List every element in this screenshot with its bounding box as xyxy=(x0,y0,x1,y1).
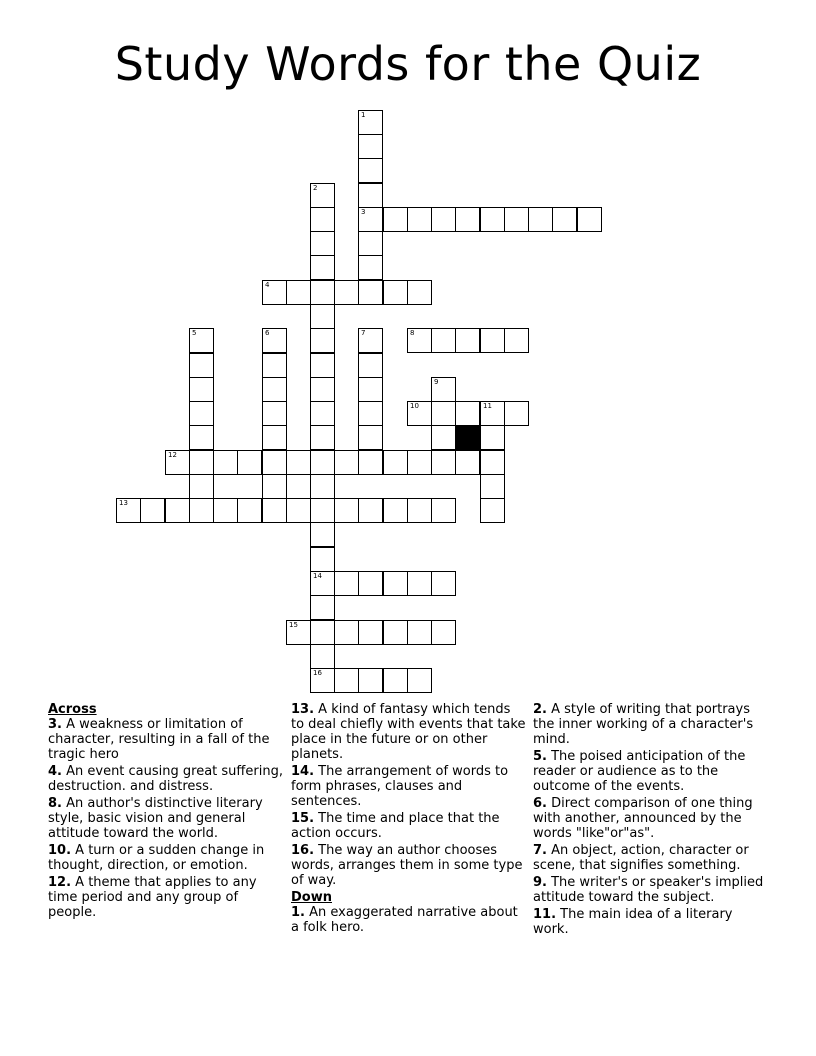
grid-cell[interactable] xyxy=(358,255,383,280)
clue-item xyxy=(533,843,769,873)
grid-cell[interactable] xyxy=(262,450,287,475)
grid-cell[interactable] xyxy=(310,304,335,329)
grid-cell[interactable] xyxy=(455,450,480,475)
clue-number-label: 13 xyxy=(119,499,128,507)
grid-cell[interactable] xyxy=(262,280,287,305)
grid-cell[interactable] xyxy=(431,328,456,353)
clue-number-label: 3 xyxy=(361,208,366,216)
grid-cell[interactable] xyxy=(358,328,383,353)
clue-text: A style of writing that portrays the inner working of a character's mind. xyxy=(533,702,754,747)
grid-cell[interactable] xyxy=(213,450,238,475)
grid-cell[interactable] xyxy=(262,474,287,499)
clue-number-label: 7 xyxy=(361,329,366,337)
grid-cell[interactable] xyxy=(310,522,335,547)
grid-cell[interactable] xyxy=(407,571,432,596)
grid-cell[interactable] xyxy=(310,353,335,378)
clue-item xyxy=(48,796,284,841)
clue-text: The time and place that the action occurs. xyxy=(291,811,500,841)
grid-cell[interactable] xyxy=(383,450,408,475)
clue-number: 11. xyxy=(533,907,557,922)
clue-text: An author's distinctive literary style, basic vision and general attitude toward the world. xyxy=(48,796,263,841)
clue-item xyxy=(291,764,527,809)
clue-text: The main idea of a literary work. xyxy=(533,907,733,937)
grid-cell[interactable] xyxy=(310,498,335,523)
grid-cell[interactable] xyxy=(358,401,383,426)
grid-cell[interactable] xyxy=(262,498,287,523)
puzzle-title: Study Words for the Quiz xyxy=(114,37,702,91)
grid-cell[interactable] xyxy=(577,207,602,232)
grid-cell[interactable] xyxy=(431,401,456,426)
grid-cell[interactable] xyxy=(358,377,383,402)
clue-number-label: 12 xyxy=(168,451,177,459)
clue-number: 2. xyxy=(533,702,547,717)
grid-cell[interactable] xyxy=(189,498,214,523)
grid-cell[interactable] xyxy=(165,498,190,523)
grid-cell[interactable] xyxy=(407,620,432,645)
grid-cell[interactable] xyxy=(116,498,141,523)
grid-cell[interactable] xyxy=(431,425,456,450)
clue-number: 13. xyxy=(291,702,315,717)
clue-column-3 xyxy=(533,702,769,939)
grid-cell[interactable] xyxy=(262,401,287,426)
clue-text: An exaggerated narrative about a folk hero. xyxy=(291,905,518,935)
clue-number-label: 14 xyxy=(313,572,322,580)
clue-number-label: 6 xyxy=(265,329,270,337)
clue-number: 6. xyxy=(533,796,547,811)
grid-cell[interactable] xyxy=(286,450,311,475)
grid-cell[interactable] xyxy=(480,498,505,523)
grid-cell[interactable] xyxy=(189,425,214,450)
grid-cell[interactable] xyxy=(431,207,456,232)
grid-cell[interactable] xyxy=(237,450,262,475)
grid-cell[interactable] xyxy=(552,207,577,232)
grid-cell[interactable] xyxy=(334,498,359,523)
grid-cell[interactable] xyxy=(383,620,408,645)
grid-cell[interactable] xyxy=(358,450,383,475)
grid-cell[interactable] xyxy=(504,207,529,232)
grid-cell[interactable] xyxy=(310,425,335,450)
grid-cell[interactable] xyxy=(358,620,383,645)
grid-cell[interactable] xyxy=(431,498,456,523)
down-heading: Down xyxy=(291,890,332,905)
grid-cell[interactable] xyxy=(358,571,383,596)
clue-text: A weakness or limitation of character, resulting in a fall of the tragic hero xyxy=(48,717,270,762)
clue-text: An event causing great suffering, destruction. and distress. xyxy=(48,764,283,794)
grid-cell[interactable] xyxy=(431,571,456,596)
grid-cell[interactable] xyxy=(286,498,311,523)
clue-item xyxy=(533,796,769,841)
clue-item xyxy=(48,843,284,873)
grid-cell[interactable] xyxy=(358,207,383,232)
grid-cell[interactable] xyxy=(310,328,335,353)
grid-cell[interactable] xyxy=(480,328,505,353)
clue-number: 9. xyxy=(533,875,547,890)
grid-cell[interactable] xyxy=(407,280,432,305)
clue-number-label: 4 xyxy=(265,281,270,289)
grid-cell[interactable] xyxy=(310,571,335,596)
grid-cell[interactable] xyxy=(358,668,383,693)
grid-cell[interactable] xyxy=(383,207,408,232)
grid-cell[interactable] xyxy=(189,401,214,426)
grid-cell[interactable] xyxy=(383,498,408,523)
clue-number-label: 10 xyxy=(410,402,419,410)
grid-cell[interactable] xyxy=(334,668,359,693)
grid-cell[interactable] xyxy=(262,353,287,378)
clue-item xyxy=(291,702,527,762)
grid-cell[interactable] xyxy=(237,498,262,523)
grid-cell[interactable] xyxy=(310,547,335,572)
grid-cell[interactable] xyxy=(310,644,335,669)
clue-text: A kind of fantasy which tends to deal chiefly with events that take place in the future or on other planets. xyxy=(291,702,526,762)
clue-item xyxy=(533,907,769,937)
grid-cell[interactable] xyxy=(262,328,287,353)
grid-cell[interactable] xyxy=(480,207,505,232)
grid-cell[interactable] xyxy=(383,280,408,305)
clue-text: A theme that applies to any time period and any group of people. xyxy=(48,875,257,920)
clue-text: The poised anticipation of the reader or audience as to the outcome of the events. xyxy=(533,749,746,794)
grid-cell[interactable] xyxy=(286,620,311,645)
clue-text: A turn or a sudden change in thought, direction, or emotion. xyxy=(48,843,265,873)
grid-cell[interactable] xyxy=(334,571,359,596)
grid-cell[interactable] xyxy=(480,425,505,450)
clue-item xyxy=(533,749,769,794)
clue-item xyxy=(291,905,527,935)
grid-cell[interactable] xyxy=(358,353,383,378)
grid-cell[interactable] xyxy=(310,255,335,280)
grid-cell[interactable] xyxy=(189,474,214,499)
grid-cell[interactable] xyxy=(213,498,238,523)
grid-cell[interactable] xyxy=(480,474,505,499)
grid-cell[interactable] xyxy=(334,450,359,475)
grid-cell[interactable] xyxy=(189,353,214,378)
clue-number-label: 8 xyxy=(410,329,415,337)
grid-cell[interactable] xyxy=(262,425,287,450)
clue-item xyxy=(533,875,769,905)
clue-number-label: 15 xyxy=(289,621,298,629)
clue-column-1 xyxy=(48,702,284,922)
grid-cell[interactable] xyxy=(358,425,383,450)
clue-number: 5. xyxy=(533,749,547,764)
grid-cell[interactable] xyxy=(358,280,383,305)
clue-text: The writer's or speaker's implied attitude toward the subject. xyxy=(533,875,764,905)
clue-number-label: 1 xyxy=(361,111,366,119)
grid-cell[interactable] xyxy=(480,401,505,426)
black-cell xyxy=(455,425,480,450)
grid-cell[interactable] xyxy=(310,280,335,305)
clue-number: 4. xyxy=(48,764,62,779)
clue-text: An object, action, character or scene, that signifies something. xyxy=(533,843,749,873)
grid-cell[interactable] xyxy=(407,668,432,693)
grid-cell[interactable] xyxy=(310,183,335,208)
across-heading: Across xyxy=(48,702,97,717)
grid-cell[interactable] xyxy=(407,207,432,232)
clue-number: 16. xyxy=(291,843,315,858)
grid-cell[interactable] xyxy=(431,377,456,402)
clue-number-label: 11 xyxy=(483,402,492,410)
grid-cell[interactable] xyxy=(455,401,480,426)
clue-number: 10. xyxy=(48,843,72,858)
grid-cell[interactable] xyxy=(504,401,529,426)
clue-text: Direct comparison of one thing with another, announced by the words "like"or"as". xyxy=(533,796,753,841)
grid-cell[interactable] xyxy=(189,328,214,353)
grid-cell[interactable] xyxy=(431,450,456,475)
grid-cell[interactable] xyxy=(528,207,553,232)
grid-cell[interactable] xyxy=(431,620,456,645)
clue-item xyxy=(291,811,527,841)
clue-number: 15. xyxy=(291,811,315,826)
grid-cell[interactable] xyxy=(358,110,383,135)
clue-item xyxy=(48,717,284,762)
clue-item xyxy=(533,702,769,747)
grid-cell[interactable] xyxy=(358,231,383,256)
grid-cell[interactable] xyxy=(358,183,383,208)
grid-cell[interactable] xyxy=(310,207,335,232)
grid-cell[interactable] xyxy=(334,620,359,645)
grid-cell[interactable] xyxy=(140,498,165,523)
grid-cell[interactable] xyxy=(310,620,335,645)
grid-cell[interactable] xyxy=(334,280,359,305)
grid-cell[interactable] xyxy=(407,498,432,523)
grid-cell[interactable] xyxy=(310,231,335,256)
grid-cell[interactable] xyxy=(189,377,214,402)
grid-cell[interactable] xyxy=(310,595,335,620)
clue-number: 8. xyxy=(48,796,62,811)
grid-cell[interactable] xyxy=(358,134,383,159)
grid-cell[interactable] xyxy=(310,377,335,402)
clue-text: The arrangement of words to form phrases, clauses and sentences. xyxy=(291,764,509,809)
clue-number-label: 9 xyxy=(434,378,439,386)
clue-column-2 xyxy=(291,702,527,937)
grid-cell[interactable] xyxy=(407,450,432,475)
clue-item xyxy=(48,875,284,920)
grid-cell[interactable] xyxy=(504,328,529,353)
clue-number-label: 2 xyxy=(313,184,318,192)
clue-number: 3. xyxy=(48,717,62,732)
grid-cell[interactable] xyxy=(383,668,408,693)
grid-cell[interactable] xyxy=(165,450,190,475)
clue-number-label: 5 xyxy=(192,329,197,337)
grid-cell[interactable] xyxy=(358,498,383,523)
clue-text: The way an author chooses words, arranges them in some type of way. xyxy=(291,843,523,888)
grid-cell[interactable] xyxy=(310,401,335,426)
clue-number-label: 16 xyxy=(313,669,322,677)
grid-cell[interactable] xyxy=(383,571,408,596)
clue-number: 1. xyxy=(291,905,305,920)
grid-cell[interactable] xyxy=(480,450,505,475)
grid-cell[interactable] xyxy=(455,328,480,353)
grid-cell[interactable] xyxy=(189,450,214,475)
grid-cell[interactable] xyxy=(262,377,287,402)
grid-cell[interactable] xyxy=(407,328,432,353)
clue-number: 7. xyxy=(533,843,547,858)
clue-number: 14. xyxy=(291,764,315,779)
grid-cell[interactable] xyxy=(455,207,480,232)
grid-cell[interactable] xyxy=(407,401,432,426)
grid-cell[interactable] xyxy=(358,158,383,183)
grid-cell[interactable] xyxy=(310,668,335,693)
grid-cell[interactable] xyxy=(310,450,335,475)
clue-item xyxy=(48,764,284,794)
clue-number: 12. xyxy=(48,875,72,890)
clue-item xyxy=(291,843,527,888)
grid-cell[interactable] xyxy=(286,280,311,305)
grid-cell[interactable] xyxy=(310,474,335,499)
